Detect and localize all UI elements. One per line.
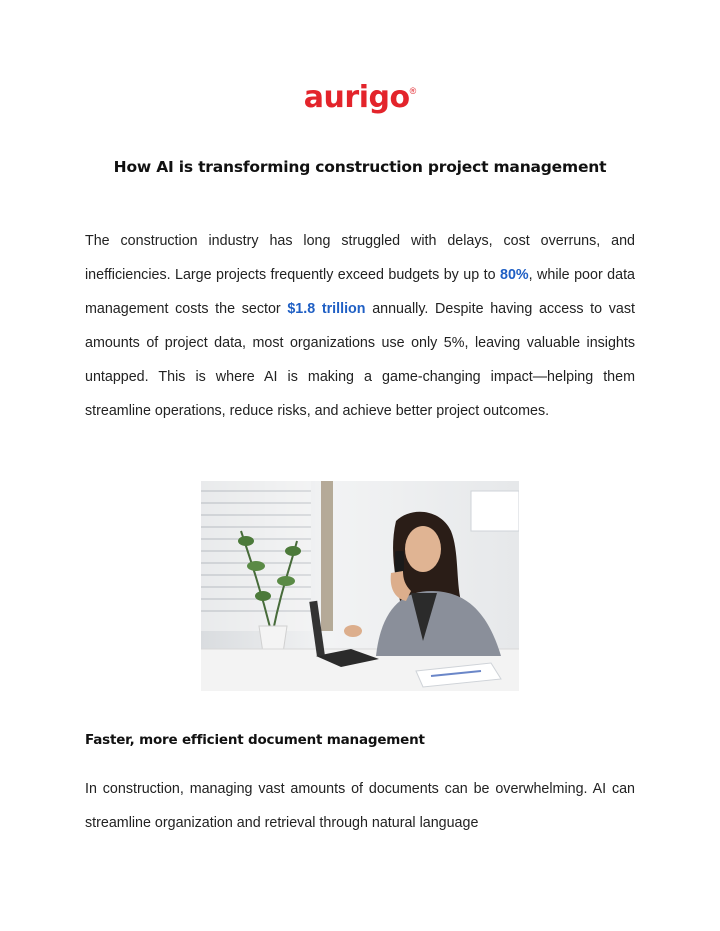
intro-paragraph [85,224,635,428]
brand-logo [0,80,720,115]
intro-text-2: , while poor data management costs the sector [85,267,635,317]
highlight-cost: $1.8 trillion [287,301,366,317]
intro-text-1: The construction industry has long struggled with delays, cost overruns, and inefficiencies. Large projects frequently exceed budgets by up to [85,233,635,283]
section-heading: Faster, more efficient document management [85,732,425,748]
registered-mark: ® [409,86,417,96]
highlight-budget-overrun: 80% [500,267,529,283]
page-title: How AI is transforming construction project management [113,158,607,176]
intro-text-3: annually. Despite having access to vast amounts of project data, most organizations use only 5%, leaving valuable insights untapped. This is where AI is making a game-changing impact—helping them streamline operations, reduce risks, and achieve better project outcomes. [85,301,636,419]
woman-on-phone-photo [201,481,519,691]
section-paragraph: In construction, managing vast amounts of documents can be overwhelming. AI can streamline organization and retrieval through natural language [85,781,635,831]
logo-wordmark: aurigo [303,80,410,115]
